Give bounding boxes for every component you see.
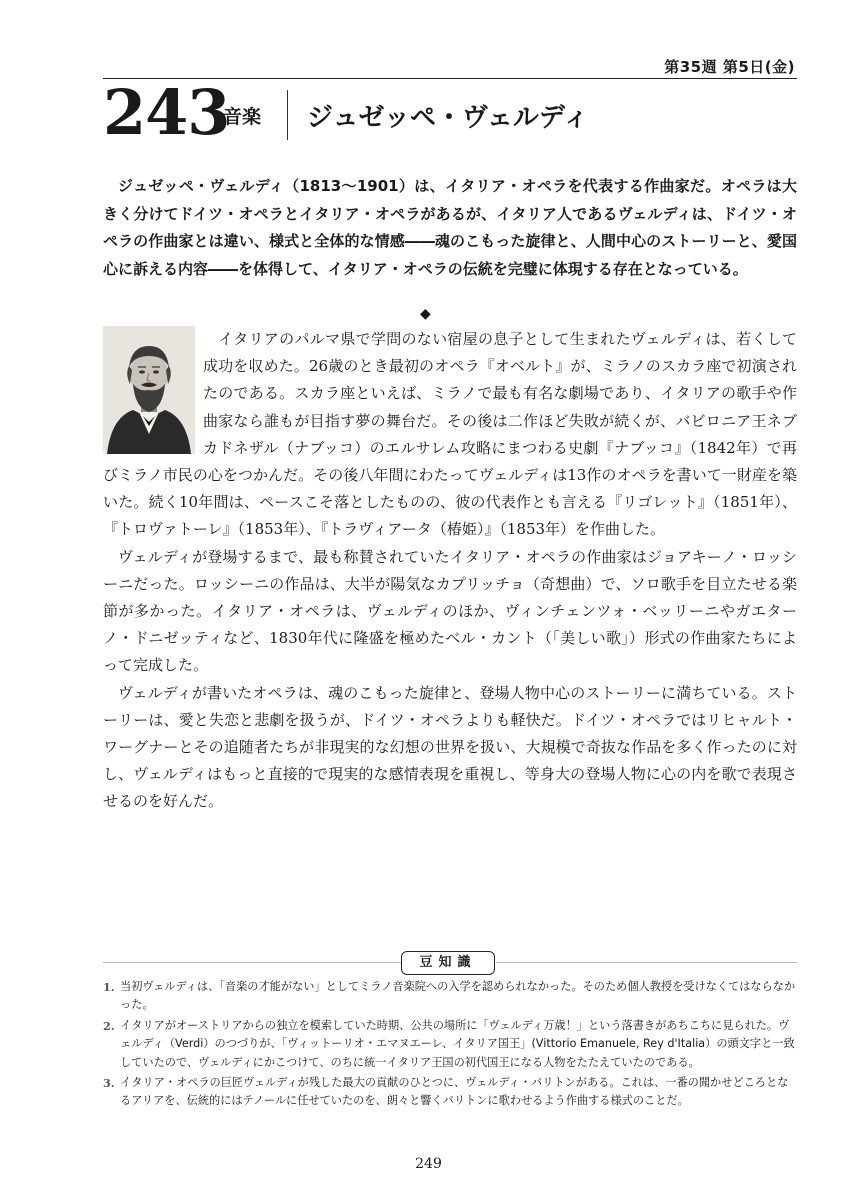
week-day-label: 第35週 第5日(金)	[664, 58, 795, 76]
trivia-number: 3.	[103, 1076, 115, 1091]
trivia-item	[103, 1074, 797, 1111]
body-paragraph: ヴェルディが書いたオペラは、魂のこもった旋律と、登場人物中心のストーリーに満ちている。ストーリーは、愛と失恋と悲劇を扱うが、ドイツ・オペラよりも軽快だ。ドイツ・オペラではリヒャルト・ワーグナーとその追随者たちが非現実的な幻想の世界を扱い、大規模で奇抜な作品を多く作ったのに対し、ヴェルディはもっと直接的で現実的な感情表現を重視し、等身大の登場人物に心の内を歌で表現させるのを好んだ。	[103, 683, 797, 811]
article-title: ジュゼッペ・ヴェルディ	[307, 103, 589, 133]
trivia-list	[103, 978, 797, 1113]
trivia-heading: 豆知識	[401, 951, 495, 975]
article-body	[103, 326, 797, 816]
trivia-text: イタリア・オペラの巨匠ヴェルディが残した最大の貢献のひとつに、ヴェルディ・バリトンがある。これは、一番の聞かせどころとなるアリアを、伝統的にはテノールに任せていたのを、朗々と響くバリトンに歌わせるよう作曲する様式のことだ。	[120, 1076, 789, 1108]
page-number: 249	[415, 1156, 442, 1172]
trivia-item	[103, 1017, 797, 1072]
trivia-text: 当初ヴェルディは、「音楽の才能がない」としてミラノ音楽院への入学を認められなかった。そのため個人教授を受けなくてはならなかった。	[120, 980, 796, 1012]
body-paragraph: ヴェルディが登場するまで、最も称賛されていたイタリア・オペラの作曲家はジョアキーノ・ロッシーニだった。ロッシーニの作品は、大半が陽気なカプリッチョ（奇想曲）で、ソロ歌手を目立たせる楽節が多かった。イタリア・オペラは、ヴェルディのほか、ヴィンチェンツォ・ベッリーニやガエターノ・ドニゼッティなど、1830年代に隆盛を極めたベル・カント（「美しい歌」）形式の作曲家たちによって完成した。	[103, 547, 797, 675]
trivia-number: 2.	[103, 1018, 115, 1033]
category-label: 音楽	[223, 106, 262, 128]
trivia-number: 1.	[103, 980, 115, 994]
header-divider	[287, 90, 288, 140]
article-header	[103, 76, 797, 158]
lead-paragraph: ジュゼッペ・ヴェルディ（1813〜1901）は、イタリア・オペラを代表する作曲家だ。オペラは大きく分けてドイツ・オペラとイタリア・オペラがあるが、イタリア人であるヴェルディは、ドイツ・オペラの作曲家とは違い、様式と全体的な情感――魂のこもった旋律と、人間中心のストーリーと、愛国心に訴える内容――を体得して、イタリア・オペラの伝統を完璧に体現する存在となっている。	[103, 177, 797, 278]
trivia-rule-left	[103, 962, 401, 963]
portrait-spacer	[103, 326, 203, 457]
body-paragraph: イタリアのパルマ県で学問のない宿屋の息子として生まれたヴェルディは、若くして成功を収めた。26歳のとき最初のオペラ『オベルト』が、ミラノのスカラ座で初演されたのである。スカラ座といえば、ミラノで最も有名な劇場であり、イタリアの歌手や作曲家なら誰もが目指す夢の舞台だ。その後は二作ほど失敗が続くが、バビロニア王ネブカドネザル（ナブッコ）のエルサレム攻略にまつわる史劇『ナブッコ』（1842年）で再びミラノ市民の心をつかんだ。その後八年間にわたってヴェルディは13作のオペラを書いて一財産を築いた。続く10年間は、ペースこそ落としたものの、彼の代表作とも言える『リゴレット』（1851年）、『トロヴァトーレ』（1853年）、『トラヴィアータ（椿姫）』（1853年）を作曲した。	[103, 330, 797, 539]
section-divider: ◆	[420, 306, 431, 322]
trivia-item	[103, 978, 797, 1015]
trivia-text: イタリアがオーストリアからの独立を模索していた時期、公共の場所に「ヴェルディ万歳！」という落書きがあちこちに見られた。ヴェルディ（Verdi）のつづりが、「ヴィットーリオ・エマヌエーレ、イタリア国王」(Vittorio Emanuele, Rey d'Italia）の頭文字と一致していたので、ヴェルディにかこつけて、のちに統一イタリア王国の初代国王になる人物をたたえていたのである。	[120, 1018, 795, 1069]
trivia-rule-right	[496, 962, 797, 963]
article-number: 243	[103, 76, 230, 149]
